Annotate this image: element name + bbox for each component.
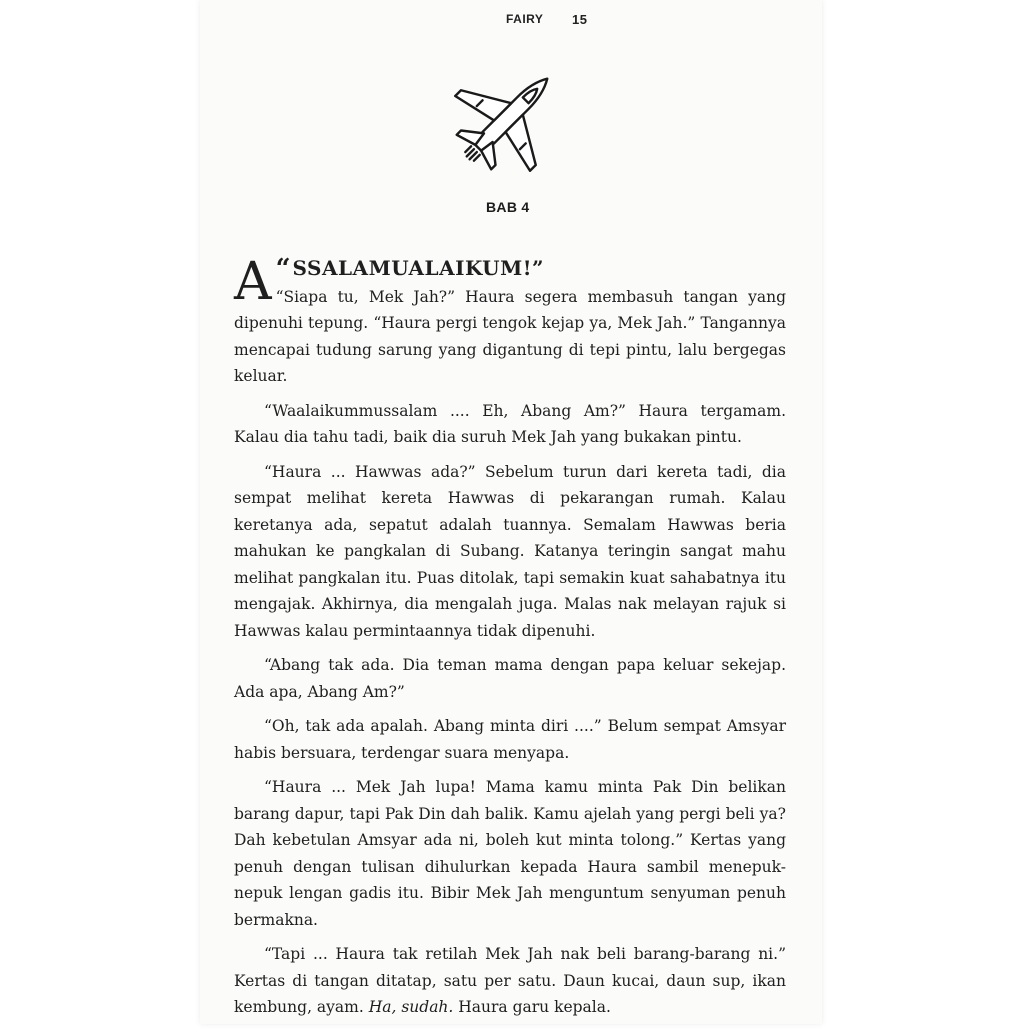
drop-cap: A [234,252,272,312]
paragraph-text: “Abang tak ada. Dia teman mama dengan papa keluar sekejap. Ada apa, Abang Am?” [234,656,786,701]
page-number: 15 [572,12,588,27]
paragraph-text: “Waalaikummussalam .... Eh, Abang Am?” Haura tergamam. Kalau dia tahu tadi, baik dia suruh Mek Jah yang bukakan pintu. [234,401,786,446]
paragraph-7 [234,941,786,1021]
opening-quote-mark: “ [275,254,291,284]
paragraph-4 [234,652,786,705]
chapter-heading: BAB 4 [486,199,530,215]
running-header [506,12,588,27]
chapter-body [234,252,786,1029]
paragraph-text: “Haura ... Mek Jah lupa! Mama kamu minta Pak Din belikan barang dapur, tapi Pak Din dah balik. Kamu ajelah yang pergi beli ya? Dah kebetulan Amsyar ada ni, boleh kut minta tolong.” Kertas yang penuh dengan tulisan dihulurkan kepada Haura sambil menepuk-nepuk lengan gadis itu. Bibir Mek Jah menguntum senyuman penuh bermakna. [234,778,786,929]
running-title: FAIRY [506,12,544,26]
paragraph-2 [234,398,786,451]
paragraph-tail: Haura garu kepala. [453,998,611,1016]
paragraph-text: “Oh, tak ada apalah. Abang minta diri ....” Belum sempat Amsyar habis bersuara, terdengar suara menyapa. [234,717,786,762]
paragraph-6 [234,774,786,933]
paragraph-5 [234,713,786,766]
opening-words: SSALAMUALAIKUM!” [292,256,545,280]
paragraph-text: “Haura ... Hawwas ada?” Sebelum turun dari kereta tadi, dia sempat melihat kereta Hawwas di pekarangan rumah. Kalau keretanya ada, sepatut adalah tuannya. Semalam Hawwas beria mahukan ke pangkalan di Subang. Katanya teringin sangat mahu melihat pangkalan itu. Puas ditolak, tapi semakin kuat sahabatnya itu mengajak. Akhirnya, dia mengalah juga. Malas nak melayan rajuk si Hawwas kalau permintaannya tidak dipenuhi. [234,462,786,640]
paragraph-text: “Siapa tu, Mek Jah?” Haura segera membasuh tangan yang dipenuhi tepung. “Haura pergi tengok kejap ya, Mek Jah.” Tangannya mencapai tudung sarung yang digantung di tepi pintu, lalu bergegas keluar. [234,287,786,385]
fighter-jet-icon [446,58,568,180]
paragraph-text: “Tapi ... Haura tak retilah Mek Jah nak beli barang-barang ni.” Kertas di tangan ditatap, satu per satu. Daun kucai, daun sup, ikan kembung, ayam. [234,945,786,1016]
paragraph-3 [234,459,786,645]
paragraph-1 [234,252,786,390]
italic-phrase: Ha, sudah. [368,998,454,1016]
